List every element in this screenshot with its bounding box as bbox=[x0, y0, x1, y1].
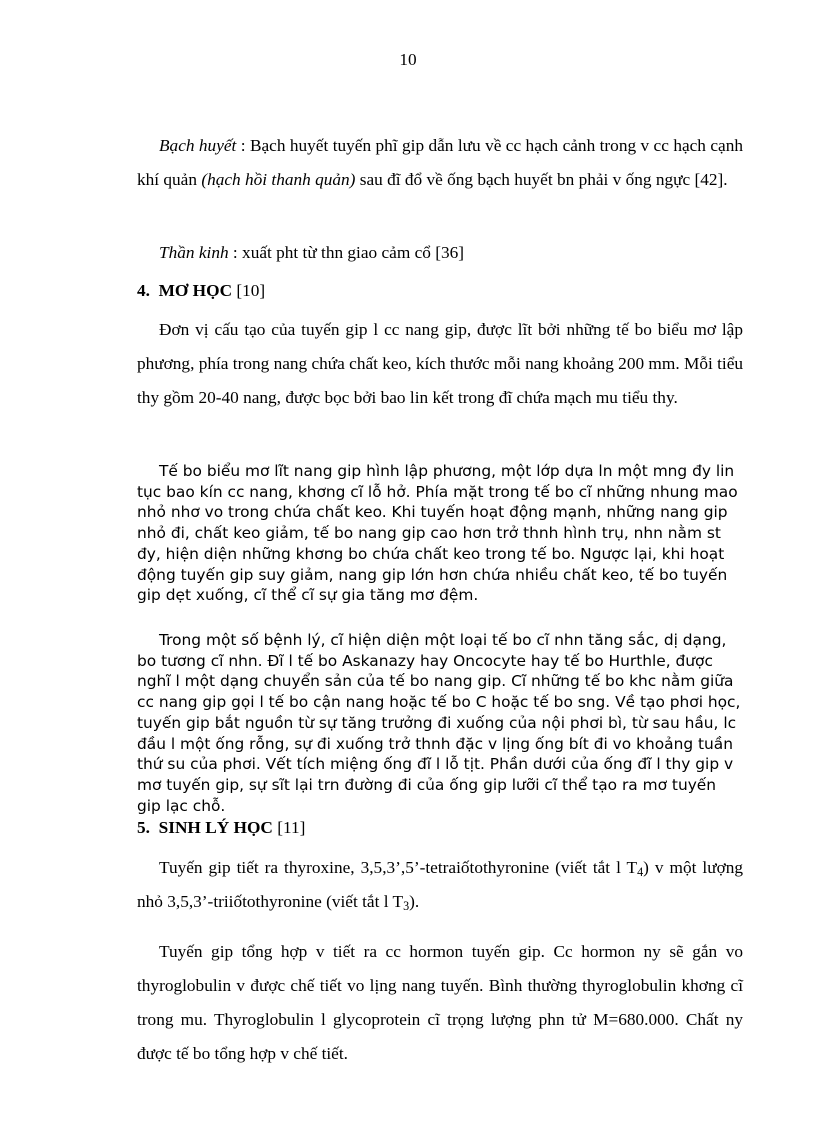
paragraph-physiology-2: Tuyến gip tổng hợp v tiết ra cc hormon tuyến gip. Cc hormon ny sẽ gắn vo thyroglobulin v được chế tiết vo lịng nang tuyến. Bình thường thyroglobulin khơng cĩ trong mu. Thyroglobulin l glycoprotein cĩ trọng lượng phn tử M=680.000. Chất ny được tế bo tổng hợp v chế tiết. bbox=[137, 942, 743, 1063]
italic-note: (hạch hồi thanh quản) bbox=[201, 170, 356, 189]
term-nerve: Thần kinh bbox=[159, 243, 229, 262]
section-heading-histology: 4. MƠ HỌC [10] bbox=[137, 281, 266, 300]
paragraph-histology-2: Tế bo biểu mơ lĩt nang gip hình lập phương, một lớp dựa ln một mng đy lin tục bao kín cc nang, khơng cĩ lỗ hở. Phía mặt trong tế bo cĩ những nhung mao nhỏ nhơ vo trong chứa chất keo. Khi tuyến hoạt động mạnh, những nang gip nhỏ đi, chất keo giảm, tế bo nang gip cao hơn trở thnh hình trụ, nhn nằm st đy, hiện diện những khơng bo chứa chất keo trong tế bo. Ngược lại, khi hoạt động tuyến gip suy giảm, nang gip lớn hơn chứa nhiều chất keo, tế bo tuyến gip dẹt xuống, cĩ thể cĩ sự gia tăng mơ đệm. bbox=[137, 462, 738, 605]
paragraph-histology-1: Đơn vị cấu tạo của tuyến gip l cc nang gip, được lĩt bởi những tế bo biểu mơ lập phương, phía trong nang chứa chất keo, kích thước mỗi nang khoảng 200 mm. Mỗi tiểu thy gồm 20-40 nang, được bọc bởi bao lin kết trong đĩ chứa mạch mu tiểu thy. bbox=[137, 320, 743, 407]
paragraph-histology-3: Trong một số bệnh lý, cĩ hiện diện một loại tế bo cĩ nhn tăng sắc, dị dạng, bo tương cĩ nhn. Đĩ l tế bo Askanazy hay Oncocyte hay tế bo Hurthle, được nghĩ l một dạng chuyển sản của tế bo nang gip. Cĩ những tế bo khc nằm giữa cc nang gip gọi l tế bo cận nang hoặc tế bo C hoặc tế bo sng. Về tạo phơi học, tuyến gip bắt nguồn từ sự tăng trưởng đi xuống của nội phơi bì, từ sau hầu, lc đầu l một ống rỗng, sự đi xuống trở thnh đặc v lịng ống bít đi vo khoảng tuần thứ su của phơi. Vết tích miệng ống đĩ l lỗ tịt. Phần dưới của ống đĩ l thy gip v mơ tuyến gip, sự sĩt lại trn đường đi của ống gip lưỡi cĩ thể tạo ra mơ tuyến gip lạc chỗ. bbox=[137, 631, 741, 815]
paragraph-nerve: Thần kinh : xuất pht từ thn giao cảm cổ [36] bbox=[159, 243, 465, 262]
page-number: 10 bbox=[399, 50, 417, 69]
section-heading-physiology: 5. SINH LÝ HỌC [11] bbox=[137, 818, 306, 837]
term-lymphatic: Bạch huyết bbox=[159, 136, 237, 155]
paragraph-lymphatic: Bạch huyết : Bạch huyết tuyến phĩ gip dẫn lưu về cc hạch cảnh trong v cc hạch cạnh khí quản (hạch hồi thanh quản) sau đĩ đổ về ống bạch huyết bn phải v ống ngực [42]. bbox=[137, 136, 743, 189]
paragraph-physiology-1: Tuyến gip tiết ra thyroxine, 3,5,3’,5’-tetraiốtothyronine (viết tắt l $T_4$) v một lượng nhỏ 3,5,3’-triiốtothyronine (viết tắt l $T_3$). bbox=[137, 858, 743, 913]
